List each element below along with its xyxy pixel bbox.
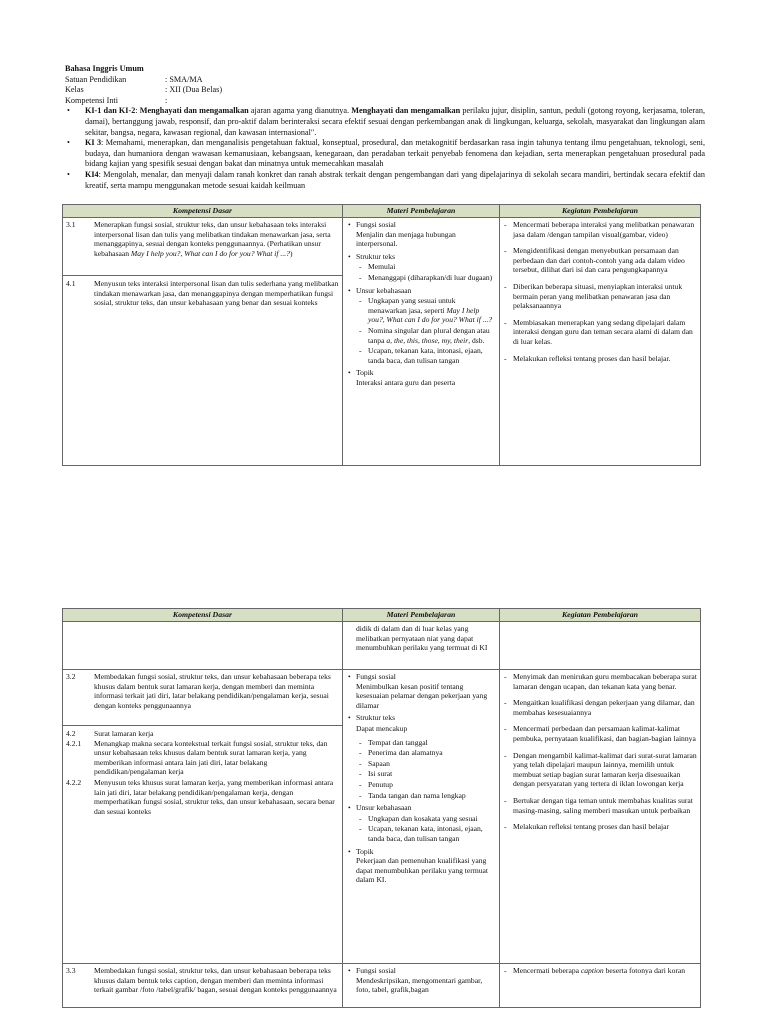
kd-cell [63, 218, 343, 466]
document-header [65, 64, 705, 191]
kd-divider [63, 275, 342, 308]
col-header-kegiatan: Kegiatan Pembelajaran [500, 205, 701, 218]
info-label: Kelas [65, 85, 84, 95]
kd-cell [63, 670, 343, 964]
kd-3-1: 3.1 Menerapkan fungsi sosial, struktur teks, dan unsur kebahasaan teks interaksi interpersonal lisan dan tulis yang melibatkan tindakan menawarkan jasa, serta menanggapinya, sesuai dengan konteks penggunaannya. (Perhatikan unsur kebahasaan May I help you?, What can I do for you? What if ...?) [66, 220, 331, 258]
list-item: - Penerima dan alamatnya [368, 748, 496, 758]
kegiatan-item: - Mencermati beberapa caption beserta fotonya dari koran [513, 966, 697, 976]
list-item: - Tempat dan tanggal [368, 738, 496, 748]
kegiatan-cell [500, 218, 701, 466]
list-item: - Ucapan, tekanan kata, intonasi, ejaan, tanda baca, dan tulisan tangan [368, 346, 496, 365]
kegiatan-cell [500, 964, 701, 1008]
info-label: Kompetensi Inti [65, 95, 118, 105]
kegiatan-item: - Dengan mengambil kalimat-kalimat dari surat-surat lamaran yang telah dipelajari maupun lainnya, memilih untuk membuat setiap bagian surat lamaran kerja disesuaikan dengan persyaratan yang tertera di iklan lowongan kerja [513, 751, 697, 789]
materi-struktur-teks: • Struktur teks - Memulai - Menanggapi (diharapkan/di luar dugaan) [356, 252, 496, 283]
table-row [63, 218, 701, 466]
kegiatan-item: - Diberikan beberapa situasi, menyiapkan interaksi untuk bermain peran yang melibatkan penawaran jasa dan pelaksanaannya [513, 282, 697, 311]
materi-cell [343, 670, 500, 964]
list-item: - Penutup [368, 780, 496, 790]
table-header-row [63, 205, 701, 218]
materi-topik: • Topik Interaksi antara guru dan peserta [356, 368, 496, 387]
table-header-row [63, 609, 701, 622]
materi-fungsi-sosial: • Fungsi sosial Menimbulkan kesan positif tentang kesesuaian pelamar dengan pekerjaan yang dilamar [356, 672, 496, 710]
col-header-kd: Kompetensi Dasar [63, 609, 343, 622]
materi-cell [343, 964, 500, 1008]
materi-fungsi-sosial: • Fungsi sosial Menjalin dan menjaga hubungan interpersonal. [356, 220, 496, 249]
kd-4-2-2: 4.2.2 Menyusun teks khusus surat lamaran kerja, yang memberikan informasi antara lain jati diri, latar belakang pendidikan/pengalaman kerja, dengan memperhatikan fungsi sosial, struktur teks, dan unsur kebahasaan, secara benar dan sesuai konteks [66, 777, 335, 816]
subject-title: Bahasa Inggris Umum [65, 64, 144, 73]
list-item: - Isi surat [368, 769, 496, 779]
list-item: - Sapaan [368, 759, 496, 769]
kegiatan-item: - Mengaitkan kualifikasi dengan pekerjaan yang dilamar, dan membahas kesesuaiannya [513, 698, 697, 717]
ki-3-item: • KI 3: Memahami, menerapkan, dan menganalisis pengetahuan faktual, konseptual, prosedural, dan metakognitif berdasarkan rasa ingin tahunya tentang ilmu pengetahuan, teknologi, seni, budaya, dan humaniora dengan wawasan kemanusiaan, kebangsaan, kenegaraan, dan peradaban terkait penyebab fenomena dan kejadian, serta menerapkan pengetahuan prosedural pada bidang kajian yang spesifik sesuai dengan bakat dan minatnya untuk memecahkan masalah [65, 138, 705, 170]
col-header-materi: Materi Pembelajaran [343, 609, 500, 622]
kegiatan-item: - Bertukar dengan tiga teman untuk membahas kualitas surat masing-masing, saling memberi masukan untuk perbaikan [513, 796, 697, 815]
kegiatan-item: - Mencermati beberapa interaksi yang melibatkan penawaran jasa dalam /dengan tampilan visual(gambar, video) [513, 220, 697, 239]
materi-cell [343, 622, 500, 670]
col-header-kegiatan: Kegiatan Pembelajaran [500, 609, 701, 622]
kd-divider [63, 725, 342, 816]
materi-unsur-kebahasaan: • Unsur kebahasaan - Ungkapan yang sesuai untuk menawarkan jasa, seperti May I help you?, What can I do for you? What if ...? - Nomina singular dan plural dengan atau tanpa a, the, this, those, my, their, dsb. - Ucapan, tekanan kata, intonasi, ejaan, tanda baca, dan tulisan tangan [356, 286, 496, 366]
info-row-ki [65, 96, 705, 107]
competency-table-2 [62, 608, 701, 1008]
kd-cell [63, 622, 343, 670]
kd-4-2-1: 4.2.1 Menangkap makna secara kontekstual terkait fungsi sosial, struktur teks, dan unsur kebahasaan teks khusus dalam bentuk surat lamaran kerja, yang memberikan informasi antara lain jati diri, latar belakang pendidikan/pengalaman kerja [66, 738, 328, 777]
kd-4-2: 4.2 Surat lamaran kerja [66, 729, 154, 738]
materi-struktur-teks: • Struktur teks Dapat mencakup - Tempat dan tanggal - Penerima dan alamatnya - Sapaan - Isi surat - Penutup - Tanda tangan dan nama lengkap [356, 713, 496, 800]
kegiatan-item: - Menyimak dan menirukan guru membacakan beberapa surat lamaran dengan ucapan, dan tekanan kata yang benar. [513, 672, 697, 691]
table-row [63, 964, 701, 1008]
ki-4-item: • KI4: Mengolah, menalar, dan menyaji dalam ranah konkret dan ranah abstrak terkait dengan pengembangan dari yang dipelajarinya di sekolah secara mandiri, bertindak secara efektif dan kreatif, serta mampu menggunakan metode sesuai kaidah keilmuan [65, 170, 705, 191]
info-value: : SMA/MA [165, 74, 203, 84]
kegiatan-item: - Mencermati perbedaan dan persamaan kalimat-kalimat pembuka, pernyataan kualifikasi, dan bagian-bagian lainnya [513, 724, 697, 743]
list-item: - Ucapan, tekanan kata, intonasi, ejaan, tanda baca, dan tulisan tangan [368, 824, 496, 843]
info-row-satuan [65, 75, 705, 86]
table-row [63, 622, 701, 670]
info-label: Satuan Pendidikan [65, 74, 127, 84]
kd-3-3: 3.3 Membedakan fungsi sosial, struktur teks, dan unsur kebahasaan beberapa teks khusus dalam bentuk teks caption, dengan memberi dan meminta informasi terkait gambar /foto /tabel/grafik/ bagan, sesuai dengan konteks penggunaannya [66, 966, 337, 995]
kegiatan-item: - Membiasakan menerapkan yang sedang dipelajari dalam interaksi dengan guru dan teman secara alami di dalam dan di luar kelas. [513, 318, 697, 347]
list-item: - Menanggapi (diharapkan/di luar dugaan) [368, 273, 496, 283]
materi-cell [343, 218, 500, 466]
materi-fungsi-sosial: • Fungsi sosial Mendeskripsikan, mengomentari gambar, foto, tabel, grafik,bagan [356, 966, 496, 995]
table-row [63, 670, 701, 964]
list-item: - Tanda tangan dan nama lengkap [368, 791, 496, 801]
list-item: - Memulai [368, 262, 496, 272]
ki-1-2-item: • KI-1 dan KI-2: Menghayati dan mengamalkan ajaran agama yang dianutnya. Menghayati dan mengamalkan perilaku jujur, disiplin, santun, peduli (gotong royong, kerjasama, toleran, damai), bertanggung jawab, responsif, dan pro-aktif dalam berinteraksi secara efektif sesuai dengan perkembangan anak di lingkungan, keluarga, sekolah, masyarakat dan lingkungan alam sekitar, bangsa, negara, kawasan regional, dan kawasan internasional". [65, 106, 705, 138]
kd-4-1: 4.1 Menyusun teks interaksi interpersonal lisan dan tulis sederhana yang melibatkan tindakan menawarkan jasa, dan menanggapinya dengan memperhatikan fungsi sosial, struktur teks, dan unsur kebahasaan yang benar dan sesuai konteks [66, 279, 339, 308]
kegiatan-cell [500, 670, 701, 964]
materi-topik: • Topik Pekerjaan dan pemenuhan kualifikasi yang dapat menumbuhkan perilaku yang termuat dalam KI. [356, 847, 496, 885]
info-value: : XII (Dua Belas) [165, 85, 223, 95]
list-item: - Nomina singular dan plural dengan atau tanpa a, the, this, those, my, their, dsb. [368, 326, 496, 345]
kd-cell [63, 964, 343, 1008]
kegiatan-item: - Mengidentifikasi dengan menyebutkan persamaan dan perbedaan dan dari contoh-contoh yang ada dalam video tersebut, dilihat dari isi dan cara pengungkapannya [513, 246, 697, 275]
kegiatan-item: - Melakukan refleksi tentang proses dan hasil belajar [513, 822, 697, 832]
info-value: : [165, 95, 168, 105]
list-item: - Ungkapan yang sesuai untuk menawarkan jasa, seperti May I help you?, What can I do for you? What if ...? [368, 296, 496, 325]
competency-table-1 [62, 204, 701, 466]
kegiatan-item: - Melakukan refleksi tentang proses dan hasil belajar. [513, 354, 697, 364]
ki-list [65, 106, 705, 191]
kegiatan-cell [500, 622, 701, 670]
col-header-materi: Materi Pembelajaran [343, 205, 500, 218]
kd-3-2: 3.2 Membedakan fungsi sosial, struktur teks, dan unsur kebahasaan beberapa teks khusus dalam bentuk surat lamaran kerja, dengan memberi dan meminta informasi terkait jati diri, latar belakang pendidikan/pengalaman kerja, sesuai dengan konteks penggunaannya [66, 672, 331, 710]
col-header-kd: Kompetensi Dasar [63, 205, 343, 218]
list-item: - Ungkapan dan kosakata yang sesuai [368, 814, 496, 824]
materi-unsur-kebahasaan: • Unsur kebahasaan - Ungkapan dan kosakata yang sesuai - Ucapan, tekanan kata, intonasi, ejaan, tanda baca, dan tulisan tangan [356, 803, 496, 843]
info-row-kelas [65, 85, 705, 96]
materi-continuation: didik di dalam dan di luar kelas yang melibatkan pernyataan niat yang dapat menumbuhkan perilaku yang termuat di KI [356, 624, 488, 653]
